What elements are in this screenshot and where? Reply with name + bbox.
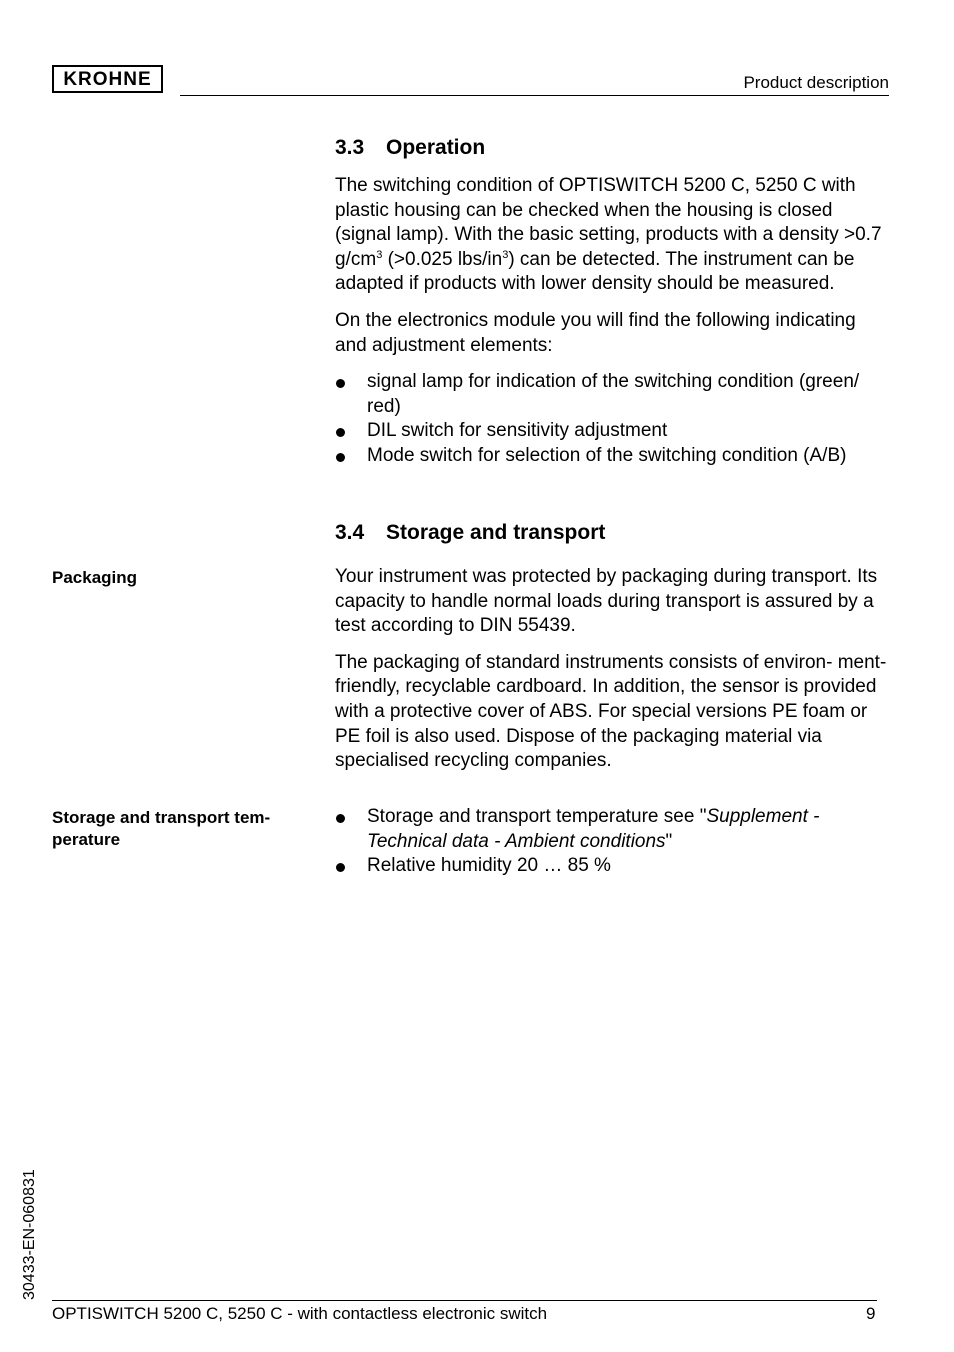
list-item: DIL switch for sensitivity adjustment [335,419,891,444]
list-item: signal lamp for indication of the switching condition (green/ red) [335,370,891,419]
page-number: 9 [866,1304,876,1323]
packaging-label: Packaging [52,568,138,587]
heading-3-3 [335,135,485,161]
storage-temperature-label: Storage and transport tem- perature [52,808,271,849]
list-item: Storage and transport temperature see "Supplement - Technical data - Ambient conditions" [335,805,891,854]
packaging-paragraph-2: The packaging of standard instruments consists of environ- ment-friendly, recyclable cardboard. In addition, the sensor is provided with a protective cover of ABS. For special versions PE foam or PE foil is also used. Dispose of the packaging material via specialised recycling companies. [335,651,887,772]
list-item: Mode switch for selection of the switching condition (A/B) [335,444,891,469]
elements-list [335,370,891,468]
list-item: Relative humidity 20 … 85 % [335,854,891,879]
operation-paragraph-2: On the electronics module you will find the following indicating and adjustment elements: [335,309,856,356]
packaging-body [335,565,891,774]
bullet-icon [336,863,345,872]
header-divider [180,95,889,96]
krohne-logo [52,65,163,93]
header-section-title: Product description [743,73,889,92]
bullet-icon [336,428,345,437]
bullet-icon [336,379,345,388]
heading-title: Operation [386,136,486,159]
operation-body [335,174,891,469]
operation-paragraph-1: The switching condition of OPTISWITCH 5200 C, 5250 C with plastic housing can be checked when the housing is closed (signal lamp). With the basic setting, products with a density >0.7 $g/cm^3$ (>0.025 lbs/$in^3$) can be detected. The instrument can be adapted if products with lower density should be measured. [335,175,882,295]
bullet-icon [336,814,345,823]
supplement-reference: Supplement - Technical data - Ambient conditions [367,806,820,852]
heading-number: 3.4 [335,521,365,544]
logo-text: KROHNE [63,68,152,90]
heading-number: 3.3 [335,136,365,159]
storage-conditions-list [335,805,891,879]
footer-divider [52,1300,877,1301]
heading-3-4 [335,520,605,546]
heading-title: Storage and transport [386,521,606,544]
packaging-paragraph-1: Your instrument was protected by packaging during transport. Its capacity to handle normal loads during transport is assured by a test according to DIN 55439. [335,566,878,637]
footer-product: OPTISWITCH 5200 C, 5250 C - with contactless electronic switch [52,1304,548,1323]
document-id: 30433-EN-060831 [21,1169,38,1300]
bullet-icon [336,453,345,462]
storage-body [335,805,891,879]
